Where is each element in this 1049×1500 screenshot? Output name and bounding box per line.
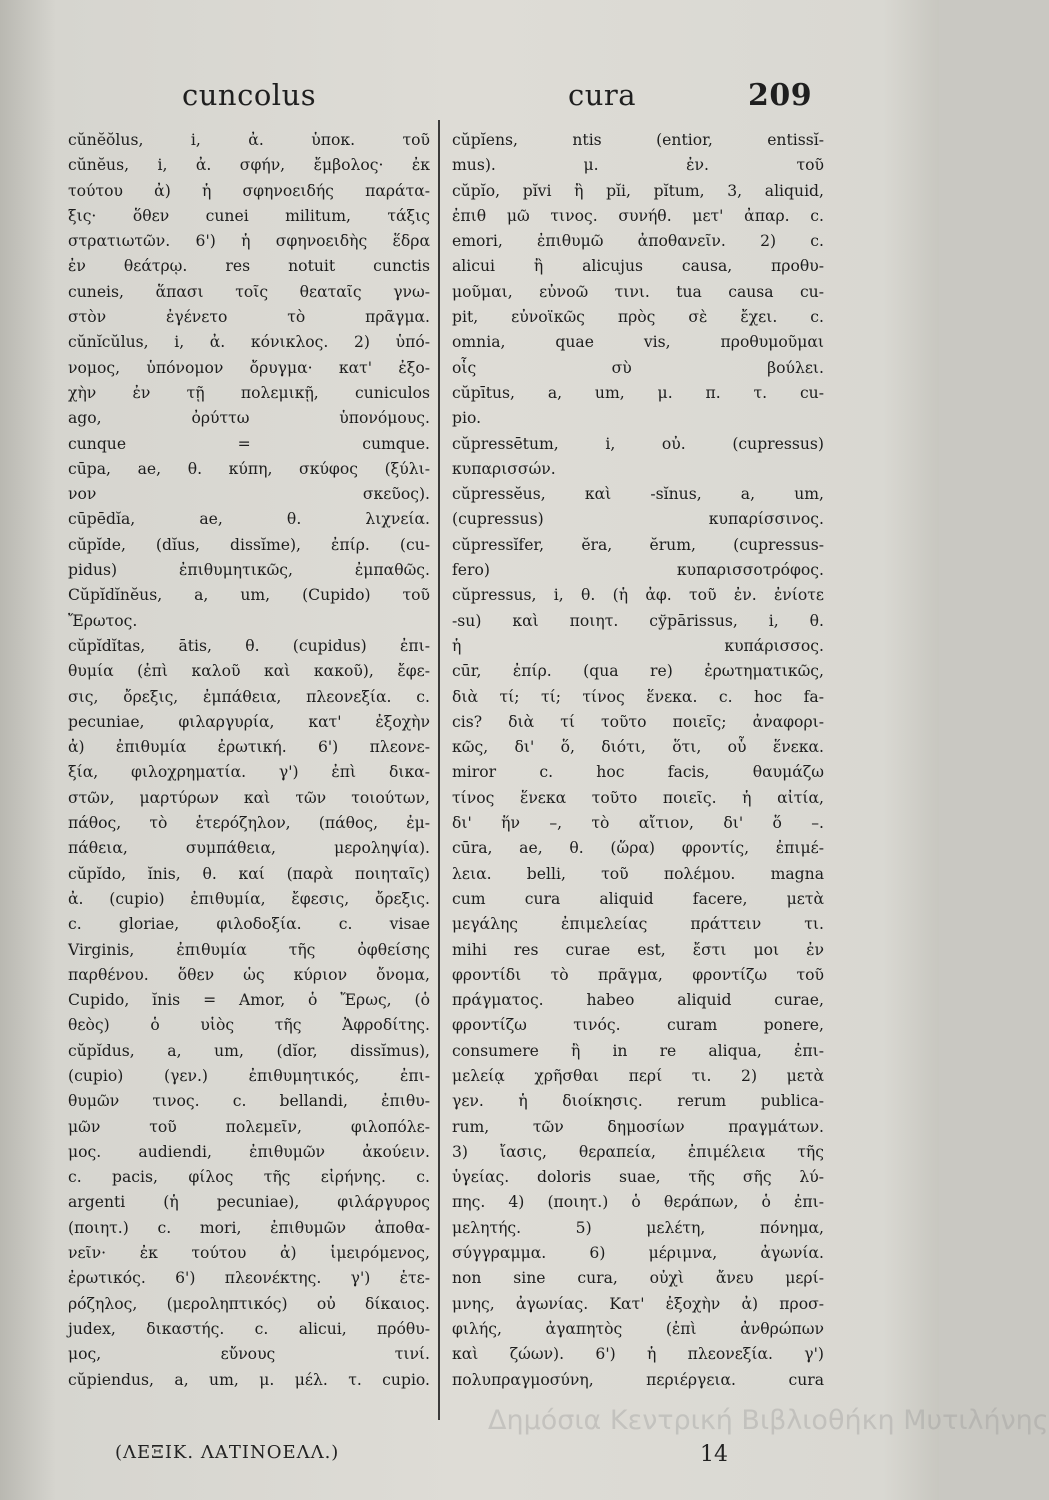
dictionary-line: δι' ἥν –, τὸ αἴτιον, δι' ὅ –. [452,814,824,833]
dictionary-line: alicui ἢ alicujus causa, προθυ- [452,257,824,276]
dictionary-line: μοῦμαι, εὐνοῶ τινι. tua causa cu- [452,282,824,301]
dictionary-line: cuneis, ἅπασι τοῖς θεαταῖς γνω- [68,282,430,301]
dictionary-line: ἐρωτικός. 6') πλεονέκτης. γ') ἑτε- [68,1269,430,1288]
dictionary-line: Ἔρωτος. [68,611,138,630]
dictionary-line: θεὸς) ὁ υἱὸς τῆς Ἀφροδίτης. [68,1016,430,1035]
dictionary-line: θυμῶν τινος. c. bellandi, ἐπιθυ- [68,1092,430,1111]
dictionary-line: χὴν ἐν τῇ πολεμικῇ, cuniculos [68,383,430,402]
dictionary-line: πάθος, τὸ ἑτερόζηλον, (πάθος, ἐμ- [68,814,430,833]
dictionary-line: φροντίζω τινός. curam ponere, [452,1016,824,1035]
dictionary-line: cŭpressĕus, καὶ -sĭnus, a, um, [452,485,824,504]
dictionary-line: cŭpĭdĭtas, ātis, θ. (cupidus) ἐπι- [68,636,430,655]
dictionary-line: pidus) ἐπιθυμητικῶς, ἐμπαθῶς. [68,561,430,580]
dictionary-line: cŭpĭde, (dĭus, dissĭme), ἐπίρ. (cu- [68,535,430,554]
footer-signature-number: 14 [700,1442,728,1467]
dictionary-line: ὑγείας. doloris suae, τῆς σῆς λύ- [452,1168,824,1187]
dictionary-line: cŭnĕus, i, ἀ. σφήν, ἔμβολος· ἐκ [68,156,430,175]
dictionary-line: (cupressus) κυπαρίσσινος. [452,510,824,529]
dictionary-line: consumere ἢ in re aliqua, ἐπι- [452,1041,824,1060]
dictionary-line: μος. audiendi, ἐπιθυμῶν ἀκούειν. [68,1142,430,1161]
dictionary-line: cŭpressētum, i, οὐ. (cupressus) [452,434,824,453]
library-watermark: Δημόσια Κεντρική Βιβλιοθήκη Μυτιλήνης [488,1405,1049,1436]
dictionary-line: καὶ ζώων). 6') ἡ πλεονεξία. γ') [452,1345,824,1364]
dictionary-line: cŭpressus, i, θ. (ἡ ἀφ. τοῦ ἐν. ἐνίοτε [452,586,824,605]
header-center-guide-word: cura [568,78,637,112]
dictionary-line: cum cura aliquid facere, μετὰ [452,889,824,908]
dictionary-line: cŭpiendus, a, um, μ. μέλ. τ. cupio. [68,1370,430,1389]
dictionary-line: cūpēdĭa, ae, θ. λιχνεία. [68,510,430,529]
dictionary-line: cūr, ἐπίρ. (qua re) ἐρωτηματικῶς, [452,662,824,681]
dictionary-line: ρόζηλος, (μεροληπτικός) οὐ δίκαιος. [68,1294,430,1313]
dictionary-line: μνης, ἀγωνίας. Κατ' ἐξοχὴν ἀ) προσ- [452,1294,824,1313]
dictionary-line: cūra, ae, θ. (ὥρα) φροντίς, ἐπιμέ- [452,839,824,858]
dictionary-line: c. gloriae, φιλοδοξία. c. visae [68,915,430,934]
dictionary-line: Virginis, ἐπιθυμία τῆς ὀφθείσης [68,940,430,959]
dictionary-line: cŭpĭdus, a, um, (dĭor, dissĭmus), [68,1041,430,1060]
dictionary-line: Cŭpĭdĭnĕus, a, um, (Cupido) τοῦ [68,586,430,605]
dictionary-line: στῶν, μαρτύρων καὶ τῶν τοιούτων, [68,788,430,807]
dictionary-line: παρθένου. ὅθεν ὡς κύριον ὄνομα, [68,965,430,984]
dictionary-line: -su) καὶ ποιητ. cўpārissus, i, θ. [452,611,824,630]
dictionary-line: νεῖν· ἐκ τούτου ἀ) ἱμειρόμενος, [68,1244,430,1263]
dictionary-line: mus). μ. ἐν. τοῦ [452,156,824,175]
column-divider [438,120,440,1420]
dictionary-line: φιλής, ἀγαπητὸς (ἐπὶ ἀνθρώπων [452,1319,824,1338]
dictionary-line: μελείᾳ χρῆσθαι περί τι. 2) μετὰ [452,1066,824,1085]
dictionary-line: cunque = cumque. [68,434,430,453]
dictionary-line: ago, ὀρύττω ὑπονόμους. [68,409,430,428]
right-column [452,128,824,1393]
dictionary-line: miror c. hoc facis, θαυμάζω [452,763,824,782]
dictionary-line: ἐν θεάτρῳ. res notuit cunctis [68,257,430,276]
dictionary-line: τίνος ἕνεκα τοῦτο ποιεῖς. ἡ αἰτία, [452,788,824,807]
dictionary-line: Cupido, ĭnis = Amor, ὁ Ἔρως, (ὁ [68,991,430,1010]
dictionary-line: fero) κυπαρισσοτρόφος. [452,561,824,580]
dictionary-line: πολυπραγμοσύνη, περιέργεια. cura [452,1370,824,1389]
dictionary-line: cŭnĕŏlus, i, ἀ. ὑποκ. τοῦ [68,131,430,149]
dictionary-line: νον σκεῦος). [68,485,430,504]
dictionary-line: 3) ἴασις, θεραπεία, ἐπιμέλεια τῆς [452,1142,824,1161]
dictionary-line: φροντίδι τὸ πρᾶγμα, φροντίζω τοῦ [452,965,824,984]
dictionary-line: non sine cura, οὐχὶ ἄνευ μερί- [452,1269,824,1288]
dictionary-line: μος, εὔνους τινί. [68,1345,430,1364]
dictionary-line: ἡ κυπάρισσος. [452,636,824,655]
dictionary-line: judex, δικαστής. c. alicui, πρόθυ- [68,1319,430,1338]
dictionary-line: (ποιητ.) c. mori, ἐπιθυμῶν ἀποθα- [68,1218,430,1237]
dictionary-line: σις, ὄρεξις, ἐμπάθεια, πλεονεξία. c. [68,687,430,706]
dictionary-line: κῶς, δι' ὅ, διότι, ὅτι, οὗ ἕνεκα. [452,738,824,757]
dictionary-line: μεγάλης ἐπιμελείας πράττειν τι. [452,915,824,934]
dictionary-line: πράγματος. habeo aliquid curae, [452,991,824,1010]
dictionary-line: emori, ἐπιθυμῶ ἀποθανεῖν. 2) c. [452,232,824,251]
dictionary-line: cŭpītus, a, um, μ. π. τ. cu- [452,383,824,402]
dictionary-line: στρατιωτῶν. 6') ἡ σφηνοειδὴς ἕδρα [68,232,430,251]
dictionary-line: στὸν ἐγένετο τὸ πρᾶγμα. [68,308,430,327]
footer-book-title: (ΛΕΞΙΚ. ΛΑΤΙΝΟΕΛΛ.) [115,1442,340,1463]
dictionary-line: cis? διὰ τί τοῦτο ποιεῖς; ἀναφορι- [452,712,824,731]
dictionary-line: λεια. belli, τοῦ πολέμου. magna [452,864,824,883]
dictionary-line: γεν. ἡ διοίκησις. rerum publica- [452,1092,824,1111]
dictionary-line: cŭnĭcŭlus, i, ἀ. κόνικλος. 2) ὑπό- [68,333,430,352]
left-column [68,128,430,1393]
page-number: 209 [748,78,813,113]
dictionary-line: πης. 4) (ποιητ.) ὁ θεράπων, ὁ ἐπι- [452,1193,824,1212]
dictionary-line: pio. [452,409,482,428]
dictionary-line: pecuniae, φιλαργυρία, κατ' ἐξοχὴν [68,712,430,731]
dictionary-line: νομος, ὑπόνομον ὄρυγμα· κατ' ἐξο- [68,358,430,377]
dictionary-line: cŭpĭdo, ĭnis, θ. καί (παρὰ ποιηταῖς) [68,864,430,883]
dictionary-line: ξις· ὅθεν cunei militum, τάξις [68,206,430,225]
dictionary-line: πάθεια, συμπάθεια, μεροληψία). [68,839,430,858]
dictionary-line: cŭpĭens, ntis (entior, entissĭ- [452,131,824,149]
dictionary-line: οἷς σὺ βούλει. [452,358,824,377]
dictionary-line: cŭpĭo, pĭvi ἢ pĭi, pĭtum, 3, aliquid, [452,181,824,200]
dictionary-line: σύγγραμμα. 6) μέριμνα, ἀγωνία. [452,1244,824,1263]
dictionary-line: mihi res curae est, ἔστι μοι ἐν [452,940,824,959]
dictionary-line: ἀ) ἐπιθυμία ἐρωτική. 6') πλεονε- [68,738,430,757]
dictionary-line: ξία, φιλοχρηματία. γ') ἐπὶ δικα- [68,763,430,782]
dictionary-line: cūpa, ae, θ. κύπη, σκύφος (ξύλι- [68,459,430,478]
dictionary-line: θυμία (ἐπὶ καλοῦ καὶ κακοῦ), ἔφε- [68,662,430,681]
dictionary-line: c. pacis, φίλος τῆς εἰρήνης. c. [68,1168,430,1187]
dictionary-line: argenti (ἡ pecuniae), φιλάργυρος [68,1193,430,1212]
dictionary-line: μῶν τοῦ πολεμεῖν, φιλοπόλε- [68,1117,430,1136]
dictionary-line: omnia, quae vis, προθυμοῦμαι [452,333,824,352]
dictionary-line: pit, εὐνοϊκῶς πρὸς σὲ ἔχει. c. [452,308,824,327]
dictionary-line: διὰ τί; τί; τίνος ἕνεκα. c. hoc fa- [452,687,824,706]
dictionary-line: τούτου ἀ) ἡ σφηνοειδής παράτα- [68,181,430,200]
dictionary-line: (cupio) (γεν.) ἐπιθυμητικός, ἐπι- [68,1066,430,1085]
header-left-guide-word: cuncolus [182,78,317,112]
dictionary-line: κυπαρισσών. [452,459,556,478]
dictionary-line: cŭpressĭfer, ĕra, ĕrum, (cupressus- [452,535,824,554]
dictionary-line: μελητής. 5) μελέτη, πόνημα, [452,1218,824,1237]
dictionary-line: rum, τῶν δημοσίων πραγμάτων. [452,1117,824,1136]
dictionary-line: ἐπιθ μῶ τινος. συνήθ. μετ' ἀπαρ. c. [452,206,824,225]
dictionary-line: ἀ. (cupio) ἐπιθυμία, ἔφεσις, ὄρεξις. [68,889,430,908]
